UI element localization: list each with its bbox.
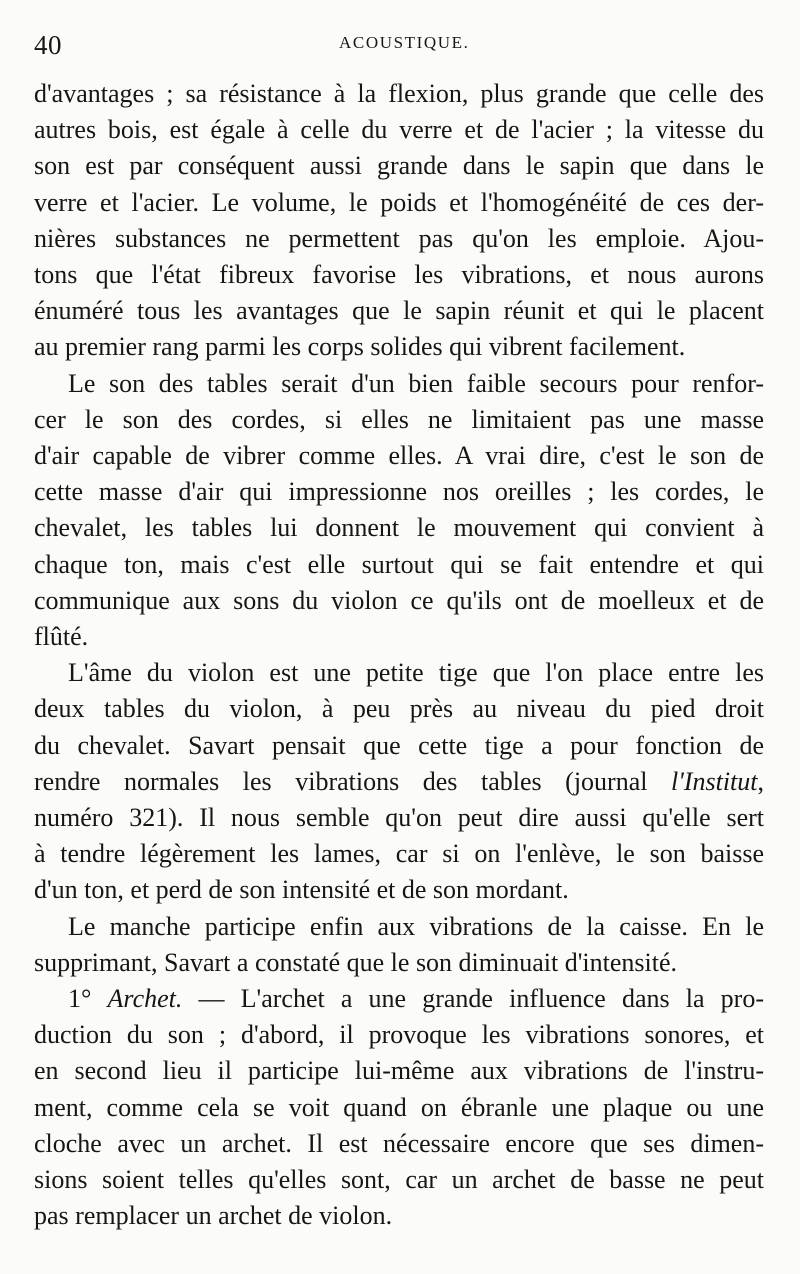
paragraph-3 — [34, 655, 764, 908]
text-line: flûté. — [34, 622, 89, 652]
text-line: à tendre légèrement les lames, car si on l'enlève, le son baisse — [34, 839, 764, 869]
text-line: au premier rang parmi les corps solides qui vibrent facilement. — [34, 332, 686, 362]
text-line: chaque ton, mais c'est elle surtout qui se fait entendre et qui — [34, 549, 764, 579]
paragraph-5 — [34, 981, 764, 1234]
text-line — [34, 981, 764, 1017]
text-line: Le manche participe enfin aux vibrations de la caisse. En le — [68, 911, 764, 941]
text-segment: — L'archet a une grande influence dans la pro- — [182, 984, 764, 1014]
text-line: d'air capable de vibrer comme elles. A vrai dire, c'est le son de — [34, 441, 764, 471]
text-line: d'avantages ; sa résistance à la flexion, plus grande que celle des — [34, 79, 764, 108]
text-line: deux tables du violon, à peu près au niveau du pied droit — [34, 694, 764, 724]
section-heading-term: Archet. — [107, 984, 183, 1014]
text-line: cette masse d'air qui impressionne nos oreilles ; les cordes, le — [34, 477, 764, 507]
text-line: L'âme du violon est une petite tige que l'on place entre les — [68, 658, 764, 688]
text-line: autres bois, est égale à celle du verre et de l'acier ; la vitesse du — [34, 115, 764, 145]
text-line: supprimant, Savart a constaté que le son diminuait d'intensité. — [34, 947, 677, 977]
text-segment: , — [757, 766, 764, 796]
text-line: verre et l'acier. Le volume, le poids et l'homogénéité de ces der- — [34, 187, 764, 217]
text-line: en second lieu il participe lui-même aux vibrations de l'instru- — [34, 1056, 764, 1086]
paragraph-1 — [34, 76, 764, 366]
page-number: 40 — [34, 30, 62, 60]
text-line: pas remplacer un archet de violon. — [34, 1201, 393, 1231]
text-line: sions soient telles qu'elles sont, car un archet de basse ne peut — [34, 1165, 764, 1195]
text-segment: rendre normales les vibrations des tables (journal — [34, 766, 672, 796]
text-line: Le son des tables serait d'un bien faible secours pour renfor- — [68, 368, 764, 398]
text-line: son est par conséquent aussi grande dans le sapin que dans le — [34, 151, 764, 181]
text-line: d'un ton, et perd de son intensité et de son mordant. — [34, 875, 569, 905]
text-line — [34, 764, 764, 800]
text-line: ment, comme cela se voit quand on ébranle une plaque ou une — [34, 1092, 764, 1122]
text-line: du chevalet. Savart pensait que cette tige a pour fonction de — [34, 730, 764, 760]
text-line: duction du son ; d'abord, il provoque les vibrations sonores, et — [34, 1020, 764, 1050]
text-line: chevalet, les tables lui donnent le mouvement qui convient à — [34, 513, 764, 543]
text-line: énuméré tous les avantages que le sapin réunit et qui le placent — [34, 296, 764, 326]
page-header — [34, 30, 764, 76]
text-line: numéro 321). Il nous semble qu'on peut dire aussi qu'elle sert — [34, 803, 764, 833]
book-page — [34, 30, 764, 1235]
text-line: communique aux sons du violon ce qu'ils ont de moelleux et de — [34, 585, 764, 615]
text-line: cloche avec un archet. Il est nécessaire encore que ses dimen- — [34, 1128, 764, 1158]
paragraph-4 — [34, 909, 764, 981]
italic-journal-title: l'Institut — [671, 766, 758, 796]
paragraph-2 — [34, 366, 764, 656]
text-line: nières substances ne permettent pas qu'on les emploie. Ajou- — [34, 223, 764, 253]
text-line: cer le son des cordes, si elles ne limitaient pas une masse — [34, 404, 764, 434]
section-number: 1° — [68, 984, 92, 1014]
running-title: ACOUSTIQUE. — [339, 33, 470, 52]
text-line: tons que l'état fibreux favorise les vibrations, et nous aurons — [34, 260, 764, 290]
